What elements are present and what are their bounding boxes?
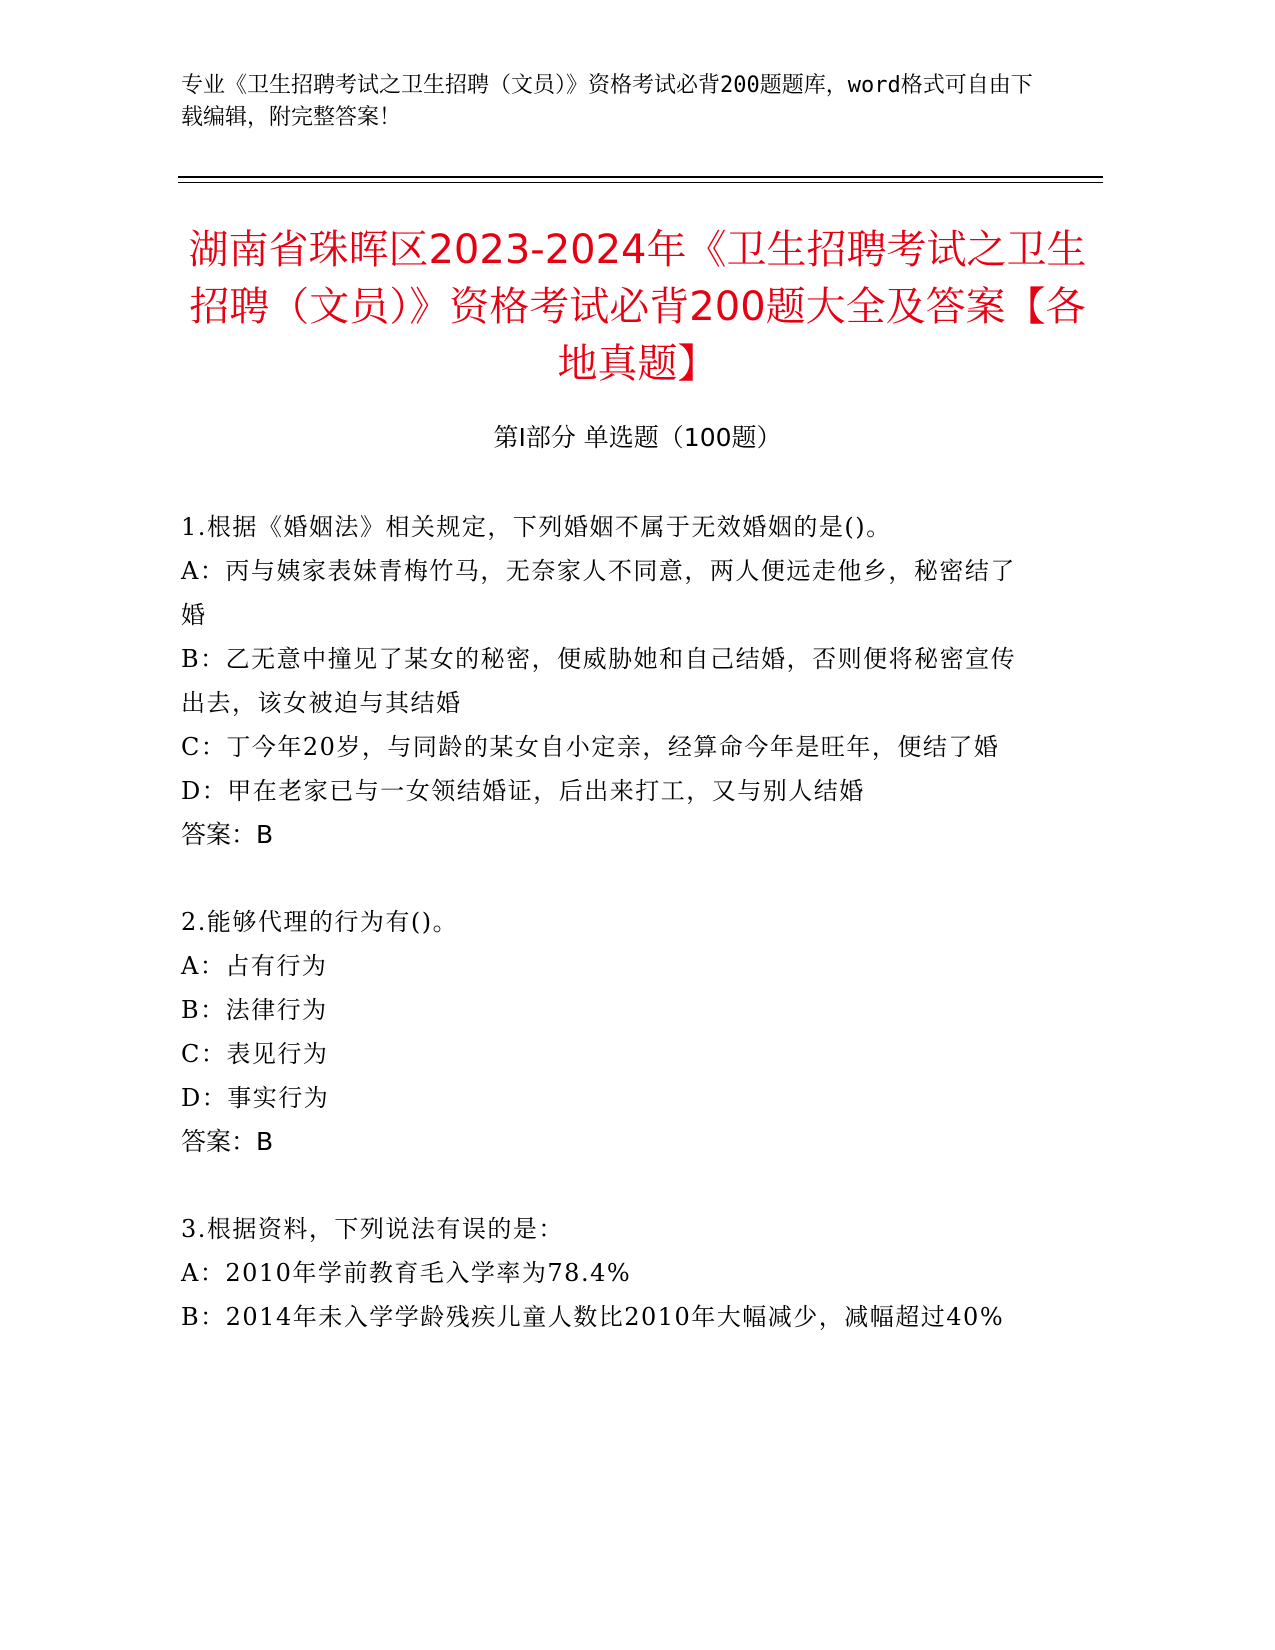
header-divider-thin [178, 182, 1103, 183]
question-stem: 3.根据资料，下列说法有误的是： [181, 1215, 564, 1243]
question-stem: 1.根据《婚姻法》相关规定，下列婚姻不属于无效婚姻的是()。 [181, 513, 892, 541]
option-b: B：法律行为 [181, 996, 328, 1024]
option-a: A：2010年学前教育毛入学率为78.4% [181, 1259, 632, 1287]
answer: 答案：B [181, 1127, 274, 1156]
header-note: 专业《卫生招聘考试之卫生招聘（文员）》资格考试必背200题题库，word格式可自由下载编辑，附完整答案！ [181, 73, 1033, 130]
question-stem: 2.能够代理的行为有()。 [181, 908, 459, 936]
option-b: B：2014年未入学学龄残疾儿童人数比2010年大幅减少，减幅超过40% [181, 1303, 1005, 1331]
answer: 答案：B [181, 820, 274, 849]
option-d: D：事实行为 [181, 1084, 330, 1112]
question-list [181, 505, 1041, 1382]
question-2 [181, 900, 1041, 1164]
question-1 [181, 505, 1041, 857]
option-c: C：丁今年20岁，与同龄的某女自小定亲，经算命今年是旺年，便结了婚 [181, 733, 1000, 761]
option-a: A：占有行为 [181, 952, 328, 980]
document-title: 湖南省珠晖区2023-2024年《卫生招聘考试之卫生招聘（文员）》资格考试必背200题大全及答案【各地真题】 [188, 227, 1087, 387]
question-3 [181, 1207, 1041, 1339]
option-d: D：甲在老家已与一女领结婚证，后出来打工，又与别人结婚 [181, 777, 865, 805]
option-c: C：表见行为 [181, 1040, 329, 1068]
option-b: B：乙无意中撞见了某女的秘密，便威胁她和自己结婚，否则便将秘密宣传出去，该女被迫与其结婚 [181, 645, 1017, 717]
header-divider-thick [178, 176, 1103, 178]
option-a: A：丙与姨家表妹青梅竹马，无奈家人不同意，两人便远走他乡，秘密结了婚 [181, 557, 1016, 629]
section-heading: 第Ⅰ部分 单选题（100题） [493, 423, 782, 452]
